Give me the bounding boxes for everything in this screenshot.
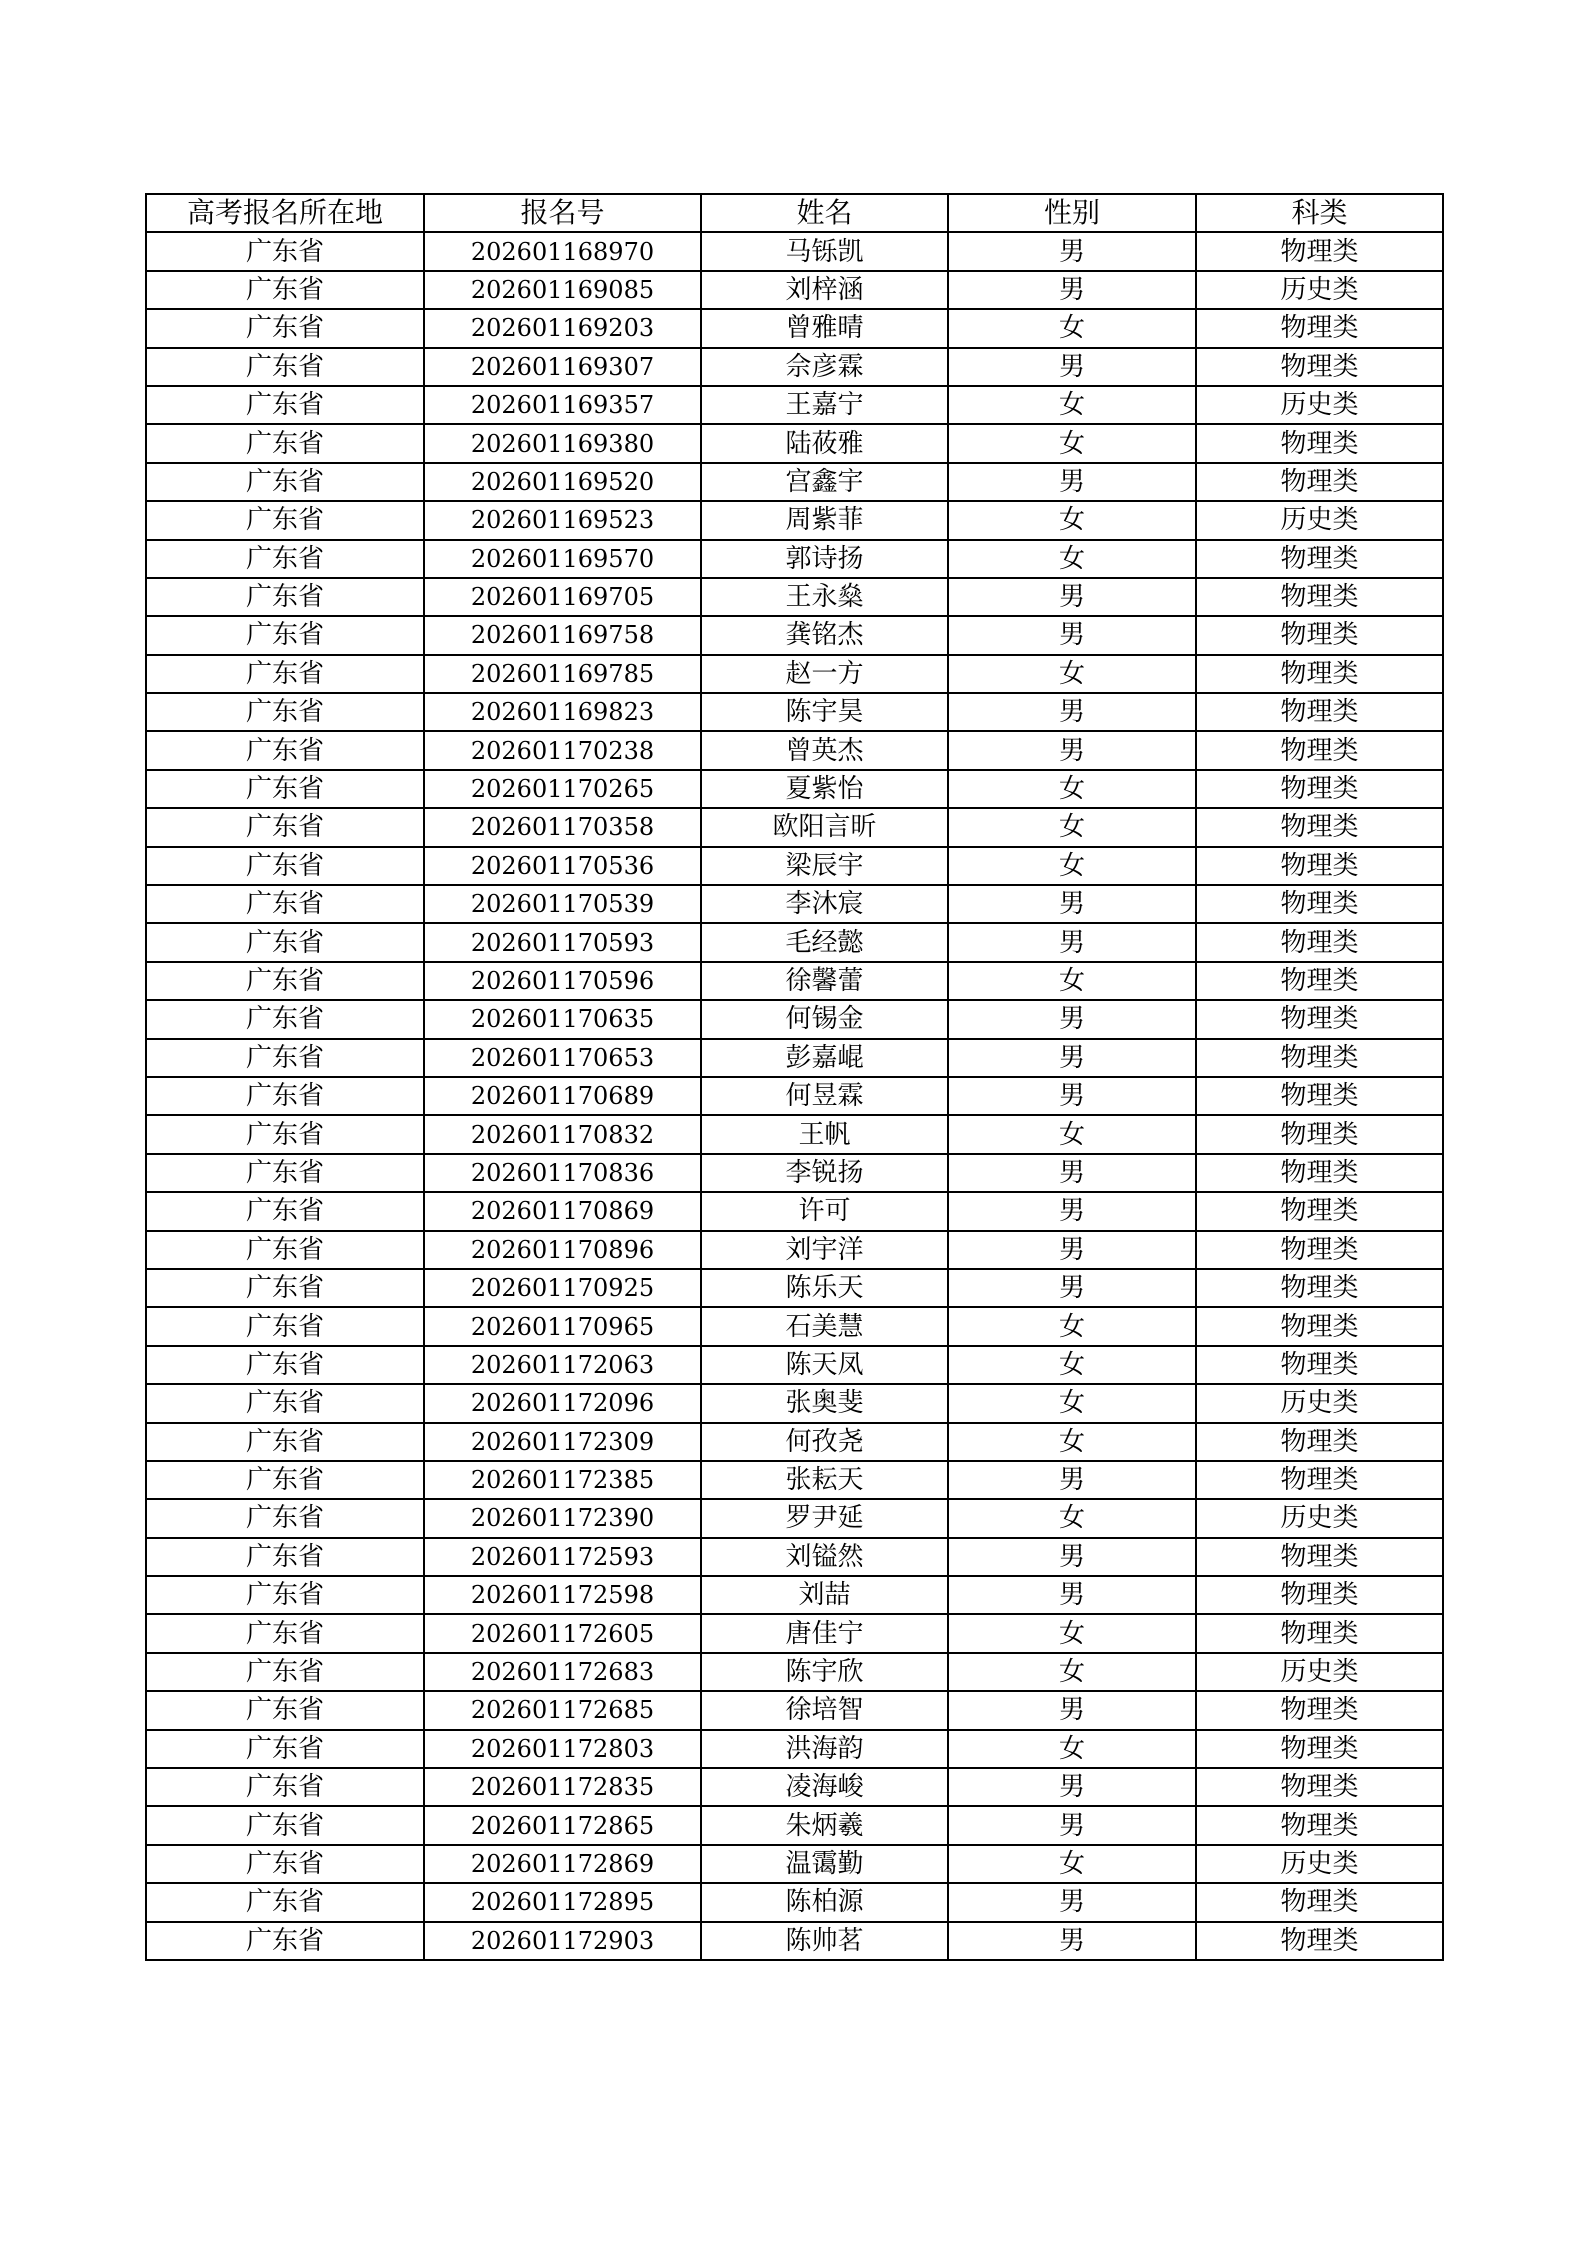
cell-region: 广东省 — [146, 1653, 424, 1691]
cell-registration-number: 202601172390 — [424, 1499, 701, 1537]
cell-name: 王永燊 — [701, 578, 948, 616]
cell-gender: 男 — [948, 1691, 1196, 1729]
cell-name: 凌海峻 — [701, 1768, 948, 1806]
cell-region: 广东省 — [146, 1384, 424, 1422]
cell-subject-category: 物理类 — [1196, 1231, 1443, 1269]
cell-region: 广东省 — [146, 348, 424, 386]
cell-name: 徐培智 — [701, 1691, 948, 1729]
cell-name: 陈乐天 — [701, 1269, 948, 1307]
cell-gender: 女 — [948, 1346, 1196, 1384]
cell-gender: 男 — [948, 1883, 1196, 1921]
cell-region: 广东省 — [146, 1883, 424, 1921]
cell-gender: 男 — [948, 1231, 1196, 1269]
table-row — [146, 501, 1443, 539]
table-row — [146, 923, 1443, 961]
table-row — [146, 232, 1443, 270]
table-row — [146, 962, 1443, 1000]
cell-registration-number: 202601172803 — [424, 1730, 701, 1768]
cell-gender: 女 — [948, 1115, 1196, 1153]
cell-name: 李锐扬 — [701, 1154, 948, 1192]
header-registration-number: 报名号 — [424, 194, 701, 232]
cell-name: 陈宇欣 — [701, 1653, 948, 1691]
cell-name: 何昱霖 — [701, 1077, 948, 1115]
cell-subject-category: 物理类 — [1196, 540, 1443, 578]
cell-name: 温霭勤 — [701, 1845, 948, 1883]
cell-region: 广东省 — [146, 309, 424, 347]
cell-registration-number: 202601168970 — [424, 232, 701, 270]
cell-registration-number: 202601172593 — [424, 1538, 701, 1576]
table-row — [146, 616, 1443, 654]
cell-subject-category: 物理类 — [1196, 1883, 1443, 1921]
cell-registration-number: 202601170593 — [424, 923, 701, 961]
cell-region: 广东省 — [146, 386, 424, 424]
cell-name: 郭诗扬 — [701, 540, 948, 578]
cell-subject-category: 物理类 — [1196, 1423, 1443, 1461]
cell-region: 广东省 — [146, 770, 424, 808]
cell-name: 夏紫怡 — [701, 770, 948, 808]
cell-registration-number: 202601172903 — [424, 1922, 701, 1960]
cell-subject-category: 物理类 — [1196, 578, 1443, 616]
table-row — [146, 655, 1443, 693]
cell-gender: 男 — [948, 1922, 1196, 1960]
cell-subject-category: 历史类 — [1196, 1499, 1443, 1537]
cell-name: 王嘉宁 — [701, 386, 948, 424]
student-roster-table — [145, 193, 1444, 1961]
cell-gender: 女 — [948, 847, 1196, 885]
cell-region: 广东省 — [146, 1922, 424, 1960]
cell-region: 广东省 — [146, 271, 424, 309]
table-row — [146, 1730, 1443, 1768]
table-row — [146, 1653, 1443, 1691]
table-row — [146, 1576, 1443, 1614]
cell-subject-category: 物理类 — [1196, 1691, 1443, 1729]
table-row — [146, 1768, 1443, 1806]
cell-subject-category: 物理类 — [1196, 1730, 1443, 1768]
cell-region: 广东省 — [146, 424, 424, 462]
cell-subject-category: 物理类 — [1196, 1576, 1443, 1614]
cell-gender: 女 — [948, 501, 1196, 539]
cell-registration-number: 202601172309 — [424, 1423, 701, 1461]
cell-gender: 女 — [948, 540, 1196, 578]
table-row — [146, 309, 1443, 347]
table-row — [146, 1538, 1443, 1576]
cell-registration-number: 202601172598 — [424, 1576, 701, 1614]
cell-registration-number: 202601169523 — [424, 501, 701, 539]
cell-name: 陈宇昊 — [701, 693, 948, 731]
cell-gender: 男 — [948, 923, 1196, 961]
cell-name: 张耘天 — [701, 1461, 948, 1499]
cell-name: 彭嘉崐 — [701, 1039, 948, 1077]
cell-gender: 男 — [948, 578, 1196, 616]
table-row — [146, 540, 1443, 578]
cell-region: 广东省 — [146, 1000, 424, 1038]
cell-registration-number: 202601170896 — [424, 1231, 701, 1269]
cell-registration-number: 202601169823 — [424, 693, 701, 731]
cell-region: 广东省 — [146, 1806, 424, 1844]
cell-subject-category: 物理类 — [1196, 1000, 1443, 1038]
cell-region: 广东省 — [146, 501, 424, 539]
cell-gender: 女 — [948, 386, 1196, 424]
table-row — [146, 1077, 1443, 1115]
cell-subject-category: 物理类 — [1196, 885, 1443, 923]
cell-registration-number: 202601172063 — [424, 1346, 701, 1384]
cell-registration-number: 202601170265 — [424, 770, 701, 808]
cell-name: 罗尹延 — [701, 1499, 948, 1537]
cell-gender: 男 — [948, 693, 1196, 731]
cell-region: 广东省 — [146, 731, 424, 769]
cell-region: 广东省 — [146, 885, 424, 923]
cell-region: 广东省 — [146, 1614, 424, 1652]
table-row — [146, 1307, 1443, 1345]
cell-gender: 男 — [948, 1538, 1196, 1576]
cell-registration-number: 202601170836 — [424, 1154, 701, 1192]
cell-name: 马铄凯 — [701, 232, 948, 270]
cell-subject-category: 物理类 — [1196, 770, 1443, 808]
cell-name: 宫鑫宇 — [701, 463, 948, 501]
cell-subject-category: 物理类 — [1196, 1115, 1443, 1153]
cell-subject-category: 物理类 — [1196, 962, 1443, 1000]
cell-name: 何孜尧 — [701, 1423, 948, 1461]
header-name: 姓名 — [701, 194, 948, 232]
cell-subject-category: 物理类 — [1196, 655, 1443, 693]
table-row — [146, 348, 1443, 386]
cell-region: 广东省 — [146, 808, 424, 846]
cell-region: 广东省 — [146, 1768, 424, 1806]
cell-subject-category: 物理类 — [1196, 1806, 1443, 1844]
cell-registration-number: 202601172895 — [424, 1883, 701, 1921]
cell-gender: 女 — [948, 770, 1196, 808]
cell-name: 陈柏源 — [701, 1883, 948, 1921]
cell-name: 何锡金 — [701, 1000, 948, 1038]
table-row — [146, 693, 1443, 731]
cell-gender: 女 — [948, 1499, 1196, 1537]
cell-gender: 男 — [948, 731, 1196, 769]
cell-region: 广东省 — [146, 1039, 424, 1077]
cell-region: 广东省 — [146, 1346, 424, 1384]
table-row — [146, 1039, 1443, 1077]
cell-region: 广东省 — [146, 1231, 424, 1269]
cell-registration-number: 202601172869 — [424, 1845, 701, 1883]
cell-region: 广东省 — [146, 847, 424, 885]
cell-gender: 女 — [948, 1730, 1196, 1768]
cell-registration-number: 202601170689 — [424, 1077, 701, 1115]
cell-name: 徐馨蕾 — [701, 962, 948, 1000]
cell-subject-category: 物理类 — [1196, 1538, 1443, 1576]
cell-registration-number: 202601172096 — [424, 1384, 701, 1422]
cell-name: 赵一方 — [701, 655, 948, 693]
cell-subject-category: 物理类 — [1196, 731, 1443, 769]
cell-gender: 女 — [948, 1845, 1196, 1883]
table-row — [146, 1000, 1443, 1038]
cell-region: 广东省 — [146, 1499, 424, 1537]
cell-region: 广东省 — [146, 923, 424, 961]
cell-gender: 男 — [948, 232, 1196, 270]
cell-registration-number: 202601170596 — [424, 962, 701, 1000]
cell-registration-number: 202601172605 — [424, 1614, 701, 1652]
cell-subject-category: 物理类 — [1196, 1307, 1443, 1345]
cell-registration-number: 202601170539 — [424, 885, 701, 923]
cell-name: 张奥斐 — [701, 1384, 948, 1422]
cell-region: 广东省 — [146, 1730, 424, 1768]
cell-name: 梁辰宇 — [701, 847, 948, 885]
table-row — [146, 1384, 1443, 1422]
cell-subject-category: 物理类 — [1196, 1461, 1443, 1499]
table-row — [146, 424, 1443, 462]
cell-name: 朱炳羲 — [701, 1806, 948, 1844]
cell-subject-category: 物理类 — [1196, 1192, 1443, 1230]
table-row — [146, 1192, 1443, 1230]
cell-registration-number: 202601170869 — [424, 1192, 701, 1230]
header-gender: 性别 — [948, 194, 1196, 232]
cell-gender: 女 — [948, 655, 1196, 693]
cell-gender: 男 — [948, 885, 1196, 923]
cell-gender: 男 — [948, 1000, 1196, 1038]
cell-gender: 男 — [948, 616, 1196, 654]
cell-region: 广东省 — [146, 1461, 424, 1499]
cell-gender: 女 — [948, 1384, 1196, 1422]
cell-subject-category: 物理类 — [1196, 923, 1443, 961]
cell-registration-number: 202601170925 — [424, 1269, 701, 1307]
cell-name: 刘梓涵 — [701, 271, 948, 309]
table-row — [146, 808, 1443, 846]
cell-name: 龚铭杰 — [701, 616, 948, 654]
cell-region: 广东省 — [146, 1423, 424, 1461]
table-row — [146, 770, 1443, 808]
cell-registration-number: 202601170832 — [424, 1115, 701, 1153]
cell-subject-category: 物理类 — [1196, 693, 1443, 731]
cell-subject-category: 历史类 — [1196, 1845, 1443, 1883]
cell-subject-category: 物理类 — [1196, 1346, 1443, 1384]
cell-subject-category: 历史类 — [1196, 1384, 1443, 1422]
cell-registration-number: 202601170358 — [424, 808, 701, 846]
cell-region: 广东省 — [146, 1269, 424, 1307]
cell-gender: 男 — [948, 1461, 1196, 1499]
table-header — [146, 194, 1443, 232]
cell-subject-category: 物理类 — [1196, 616, 1443, 654]
cell-region: 广东省 — [146, 1307, 424, 1345]
cell-region: 广东省 — [146, 1691, 424, 1729]
table-row — [146, 1461, 1443, 1499]
cell-gender: 女 — [948, 309, 1196, 347]
cell-subject-category: 物理类 — [1196, 808, 1443, 846]
cell-subject-category: 历史类 — [1196, 271, 1443, 309]
cell-region: 广东省 — [146, 1115, 424, 1153]
cell-name: 曾雅晴 — [701, 309, 948, 347]
table-row — [146, 1423, 1443, 1461]
cell-name: 石美慧 — [701, 1307, 948, 1345]
cell-registration-number: 202601172685 — [424, 1691, 701, 1729]
cell-name: 陆莜雅 — [701, 424, 948, 462]
header-subject-category: 科类 — [1196, 194, 1443, 232]
cell-registration-number: 202601170965 — [424, 1307, 701, 1345]
cell-registration-number: 202601169380 — [424, 424, 701, 462]
cell-region: 广东省 — [146, 616, 424, 654]
cell-registration-number: 202601172683 — [424, 1653, 701, 1691]
table-row — [146, 1806, 1443, 1844]
cell-gender: 男 — [948, 348, 1196, 386]
cell-registration-number: 202601172865 — [424, 1806, 701, 1844]
header-row — [146, 194, 1443, 232]
cell-gender: 女 — [948, 1653, 1196, 1691]
cell-gender: 男 — [948, 1154, 1196, 1192]
table-row — [146, 1231, 1443, 1269]
cell-name: 刘宇洋 — [701, 1231, 948, 1269]
cell-gender: 男 — [948, 1269, 1196, 1307]
cell-registration-number: 202601169758 — [424, 616, 701, 654]
cell-region: 广东省 — [146, 540, 424, 578]
cell-subject-category: 物理类 — [1196, 348, 1443, 386]
cell-name: 许可 — [701, 1192, 948, 1230]
cell-name: 陈帅茗 — [701, 1922, 948, 1960]
cell-registration-number: 202601172385 — [424, 1461, 701, 1499]
cell-region: 广东省 — [146, 463, 424, 501]
cell-subject-category: 物理类 — [1196, 847, 1443, 885]
cell-name: 周紫菲 — [701, 501, 948, 539]
cell-registration-number: 202601169085 — [424, 271, 701, 309]
cell-region: 广东省 — [146, 232, 424, 270]
cell-region: 广东省 — [146, 1154, 424, 1192]
cell-subject-category: 物理类 — [1196, 309, 1443, 347]
table-row — [146, 578, 1443, 616]
cell-region: 广东省 — [146, 655, 424, 693]
cell-gender: 男 — [948, 1576, 1196, 1614]
table-row — [146, 1691, 1443, 1729]
cell-gender: 男 — [948, 1039, 1196, 1077]
cell-region: 广东省 — [146, 693, 424, 731]
cell-subject-category: 物理类 — [1196, 1768, 1443, 1806]
table-row — [146, 1845, 1443, 1883]
cell-subject-category: 物理类 — [1196, 1039, 1443, 1077]
cell-region: 广东省 — [146, 1845, 424, 1883]
cell-registration-number: 202601169520 — [424, 463, 701, 501]
cell-name: 刘喆 — [701, 1576, 948, 1614]
cell-subject-category: 物理类 — [1196, 463, 1443, 501]
table-row — [146, 463, 1443, 501]
cell-name: 陈天凤 — [701, 1346, 948, 1384]
cell-registration-number: 202601169357 — [424, 386, 701, 424]
cell-name: 唐佳宁 — [701, 1614, 948, 1652]
cell-name: 王帆 — [701, 1115, 948, 1153]
cell-region: 广东省 — [146, 578, 424, 616]
cell-gender: 男 — [948, 1768, 1196, 1806]
cell-name: 李沐宸 — [701, 885, 948, 923]
cell-region: 广东省 — [146, 1538, 424, 1576]
table-row — [146, 386, 1443, 424]
table-row — [146, 1614, 1443, 1652]
cell-subject-category: 历史类 — [1196, 1653, 1443, 1691]
cell-gender: 男 — [948, 1192, 1196, 1230]
cell-subject-category: 物理类 — [1196, 1269, 1443, 1307]
cell-name: 洪海韵 — [701, 1730, 948, 1768]
cell-registration-number: 202601170238 — [424, 731, 701, 769]
cell-registration-number: 202601170536 — [424, 847, 701, 885]
table-row — [146, 847, 1443, 885]
table-row — [146, 1499, 1443, 1537]
table-row — [146, 1922, 1443, 1960]
cell-subject-category: 物理类 — [1196, 1154, 1443, 1192]
header-region: 高考报名所在地 — [146, 194, 424, 232]
cell-subject-category: 历史类 — [1196, 386, 1443, 424]
cell-subject-category: 物理类 — [1196, 424, 1443, 462]
table-row — [146, 731, 1443, 769]
cell-registration-number: 202601170653 — [424, 1039, 701, 1077]
table-row — [146, 271, 1443, 309]
cell-registration-number: 202601169203 — [424, 309, 701, 347]
cell-region: 广东省 — [146, 1077, 424, 1115]
cell-registration-number: 202601169307 — [424, 348, 701, 386]
cell-subject-category: 物理类 — [1196, 1922, 1443, 1960]
cell-name: 佘彦霖 — [701, 348, 948, 386]
cell-registration-number: 202601169570 — [424, 540, 701, 578]
cell-gender: 男 — [948, 1806, 1196, 1844]
cell-gender: 女 — [948, 962, 1196, 1000]
cell-gender: 男 — [948, 271, 1196, 309]
cell-subject-category: 历史类 — [1196, 501, 1443, 539]
cell-region: 广东省 — [146, 1192, 424, 1230]
cell-registration-number: 202601172835 — [424, 1768, 701, 1806]
table-row — [146, 885, 1443, 923]
table-row — [146, 1883, 1443, 1921]
cell-gender: 女 — [948, 808, 1196, 846]
cell-gender: 女 — [948, 1307, 1196, 1345]
table-row — [146, 1154, 1443, 1192]
cell-region: 广东省 — [146, 962, 424, 1000]
cell-name: 欧阳言昕 — [701, 808, 948, 846]
cell-gender: 女 — [948, 1614, 1196, 1652]
table-row — [146, 1346, 1443, 1384]
cell-registration-number: 202601169705 — [424, 578, 701, 616]
cell-gender: 女 — [948, 1423, 1196, 1461]
cell-name: 刘镒然 — [701, 1538, 948, 1576]
cell-region: 广东省 — [146, 1576, 424, 1614]
table-row — [146, 1115, 1443, 1153]
cell-gender: 女 — [948, 424, 1196, 462]
cell-subject-category: 物理类 — [1196, 232, 1443, 270]
cell-gender: 男 — [948, 1077, 1196, 1115]
cell-name: 毛经懿 — [701, 923, 948, 961]
cell-gender: 男 — [948, 463, 1196, 501]
cell-name: 曾英杰 — [701, 731, 948, 769]
cell-subject-category: 物理类 — [1196, 1614, 1443, 1652]
table-body — [146, 232, 1443, 1960]
cell-registration-number: 202601170635 — [424, 1000, 701, 1038]
cell-registration-number: 202601169785 — [424, 655, 701, 693]
table-row — [146, 1269, 1443, 1307]
cell-subject-category: 物理类 — [1196, 1077, 1443, 1115]
